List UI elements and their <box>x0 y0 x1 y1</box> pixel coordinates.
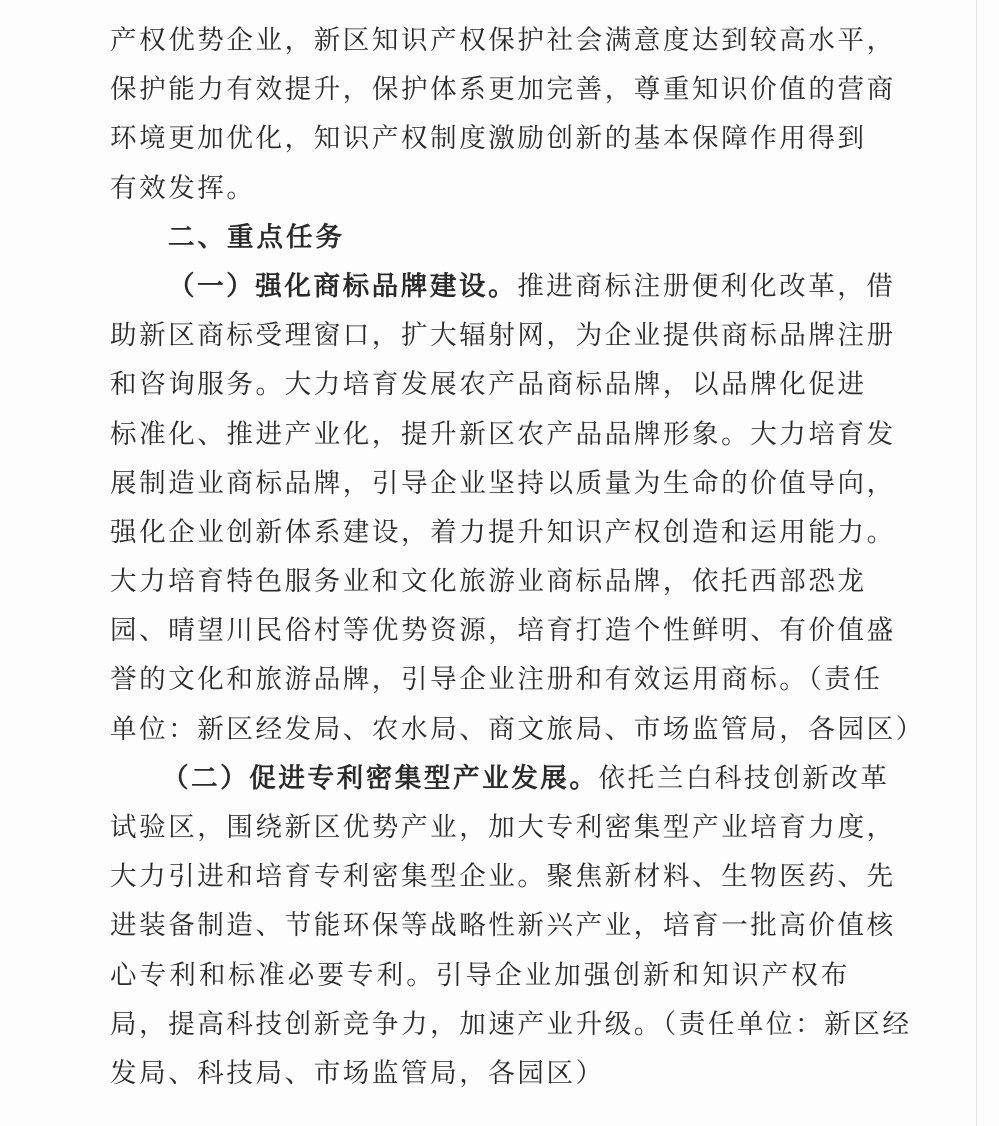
intro-line-4: 有效发挥。 <box>110 172 256 204</box>
task2-first-line-rest: 依托兰白科技创新改革 <box>598 762 890 794</box>
task2-line-6: 发局、科技局、市场监管局，各园区） <box>110 1057 605 1089</box>
intro-line-1: 产权优势企业，新区知识产权保护社会满意度达到较高水平， <box>110 25 896 56</box>
task2-line-4: 心专利和标准必要专利。引导企业加强创新和知识产权布 <box>110 959 850 991</box>
intro-line-2: 保护能力有效提升，保护体系更加完善，尊重知识价值的营商 <box>110 74 896 106</box>
task2-line-3: 进装备制造、节能环保等战略性新兴产业，培育一批高价值核 <box>110 910 896 942</box>
task1-line-5: 强化企业创新体系建设，着力提升知识产权创造和运用能力。 <box>110 516 896 548</box>
task2-title: （二）促进专利密集型产业发展。 <box>162 762 599 794</box>
intro-line-3: 环境更加优化，知识产权制度激励创新的基本保障作用得到 <box>110 123 867 155</box>
document-body <box>110 16 925 1098</box>
task2-line-1: 试验区，围绕新区优势产业，加大专利密集型产业培育力度， <box>110 812 896 843</box>
task2-line-2: 大力引进和培育专利密集型企业。聚焦新材料、生物医药、先 <box>110 861 896 893</box>
task2-line-5: 局，提高科技创新竞争力，加速产业升级。（责任单位：新区经 <box>110 1008 912 1040</box>
task1-line-7: 园、晴望川民俗村等优势资源，培育打造个性鲜明、有价值盛 <box>110 615 896 647</box>
task1-line-2: 和咨询服务。大力培育发展农产品商标品牌，以品牌化促进 <box>110 369 867 401</box>
task1-line-3: 标准化、推进产业化，提升新区农产品品牌形象。大力培育发 <box>110 418 896 450</box>
task1-title: （一）强化商标品牌建设。 <box>168 270 518 302</box>
task2-first-line <box>110 754 890 803</box>
page-edge-line <box>976 0 977 1126</box>
task1-line-1: 助新区商标受理窗口，扩大辐射网，为企业提供商标品牌注册 <box>110 320 896 352</box>
task1-first-line-rest: 推进商标注册便利化改革，借 <box>517 270 896 302</box>
section-heading: 二、重点任务 <box>168 221 345 253</box>
task1-line-6: 大力培育特色服务业和文化旅游业商标品牌，依托西部恐龙 <box>110 566 867 598</box>
task1-line-4: 展制造业商标品牌，引导企业坚持以质量为生命的价值导向， <box>110 467 896 499</box>
task1-first-line <box>110 262 896 311</box>
task1-line-8: 誉的文化和旅游品牌，引导企业注册和有效运用商标。（责任 <box>110 664 883 696</box>
task1-line-9: 单位：新区经发局、农水局、商文旅局、市场监管局，各园区） <box>110 713 925 745</box>
